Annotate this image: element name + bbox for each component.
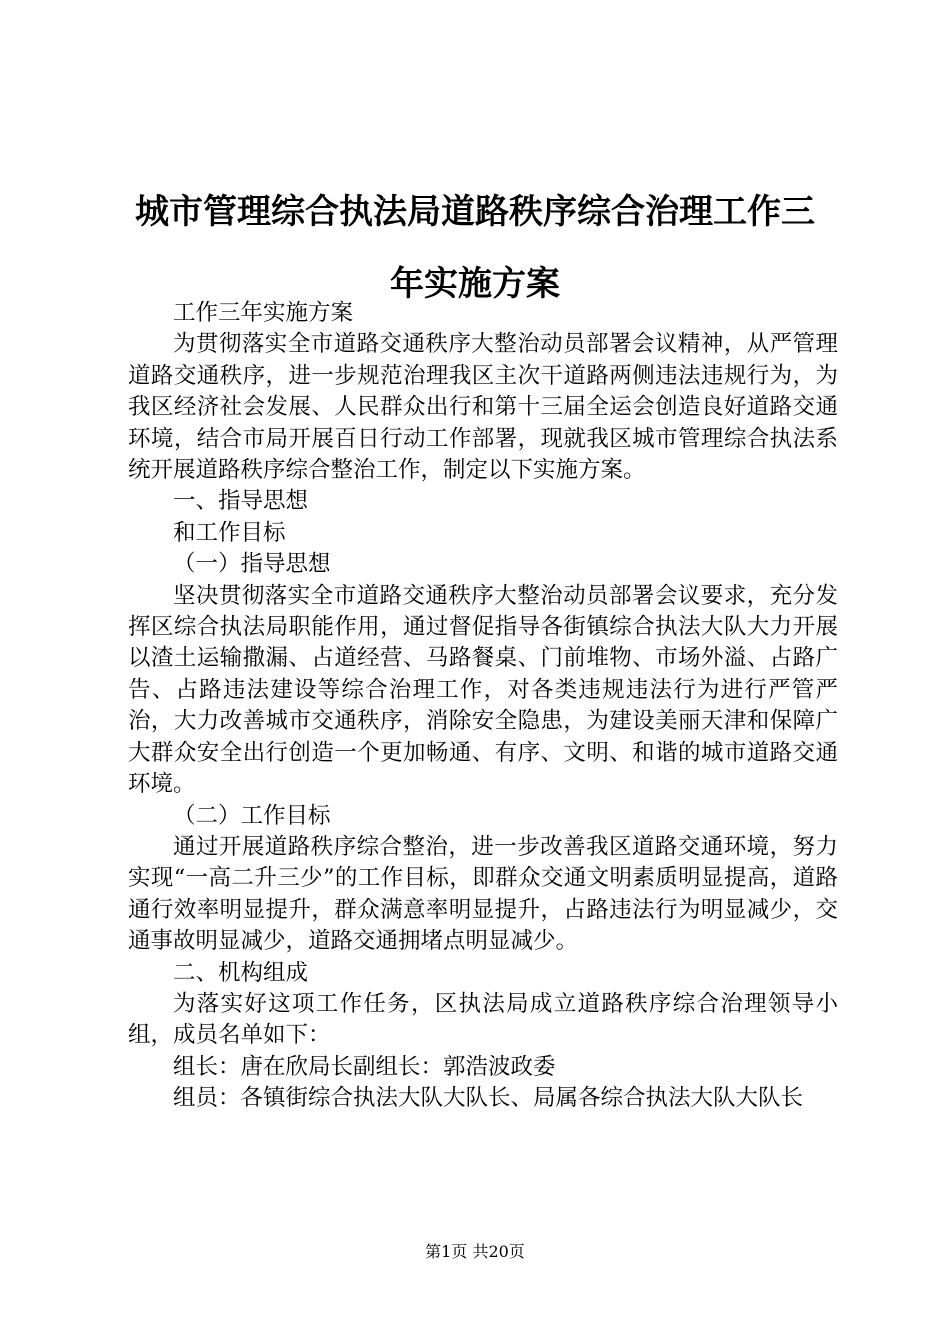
paragraph-members: 组员：各镇街综合执法大队大队长、局属各综合执法大队大队长	[173, 1085, 804, 1112]
heading-guiding-thought: 一、指导思想	[173, 488, 309, 515]
paragraph-leaders: 组长：唐在欣局长副组长：郭浩波政委	[173, 1053, 556, 1080]
paragraph-work-goal: 通过开展道路秩序综合整治，进一步改善我区道路交通环境，努力实现“一高二升三少”的工作目标，即群众交通文明素质明显提高，道路通行效率明显提升，群众满意率明显提升，占路违法行为明显减少，交通事故明显减少，道路交通拥堵点明显减少。	[128, 833, 838, 955]
heading-organization: 二、机构组成	[173, 959, 309, 986]
subheading-guiding-thought: （一）指导思想	[173, 551, 331, 578]
paragraph-intro: 为贯彻落实全市道路交通秩序大整治动员部署会议精神，从严管理道路交通秩序，进一步规范治理我区主次干道路两侧违法违规行为，为我区经济社会发展、人民群众出行和第十三届全运会创造良好道路交通环境，结合市局开展百日行动工作部署，现就我区城市管理综合执法系统开展道路秩序综合整治工作，制定以下实施方案。	[128, 331, 838, 484]
paragraph-guiding-thought: 坚决贯彻落实全市道路交通秩序大整治动员部署会议要求，充分发挥区综合执法局职能作用，通过督促指导各街镇综合执法大队大力开展以渣土运输撒漏、占道经营、马路餐桌、门前堆物、市场外溢、占路广告、占路违法建设等综合治理工作，对各类违规违法行为进行严管严治，大力改善城市交通秩序，消除安全隐患，为建设美丽天津和保障广大群众安全出行创造一个更加畅通、有序、文明、和谐的城市道路交通环境。	[128, 582, 838, 798]
document-title: 城市管理综合执法局道路秩序综合治理工作三年实施方案	[135, 192, 815, 304]
subheading-work-goal: （二）工作目标	[173, 802, 331, 829]
paragraph-organization: 为落实好这项工作任务，区执法局成立道路秩序综合治理领导小组，成员名单如下：	[128, 990, 838, 1049]
document-body	[128, 298, 838, 1115]
heading-work-goal: 和工作目标	[173, 519, 286, 546]
paragraph-subtitle: 工作三年实施方案	[173, 300, 354, 326]
page-number: 第1页 共20页	[425, 1242, 525, 1261]
